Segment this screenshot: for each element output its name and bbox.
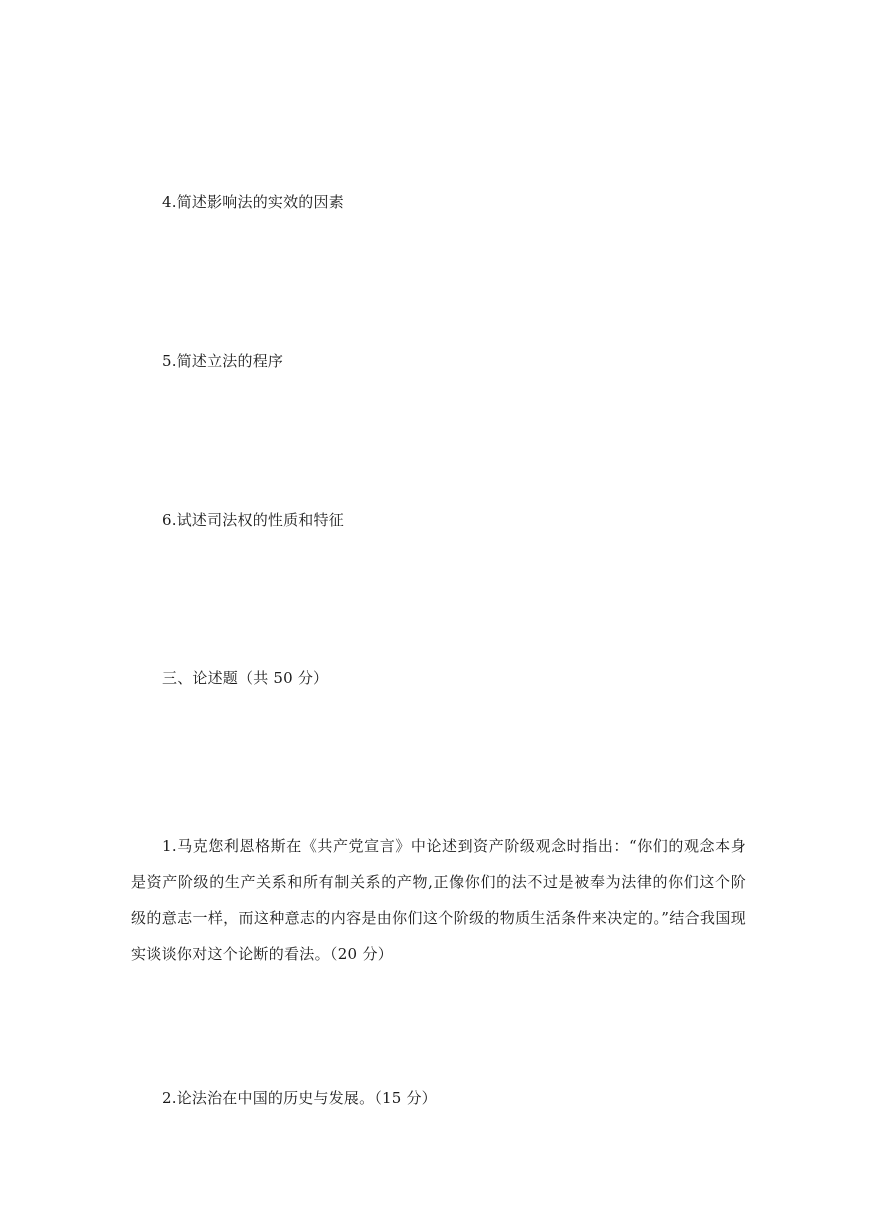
section-heading-essay: 三、论述题（共 50 分）	[162, 669, 329, 687]
question-5: 5.简述立法的程序	[162, 352, 284, 370]
question-4: 4.简述影响法的实效的因素	[162, 193, 344, 211]
question-6: 6.试述司法权的性质和特征	[162, 511, 344, 529]
essay-question-2: 2.论法治在中国的历史与发展。（15 分）	[162, 1089, 437, 1107]
essay-question-1: 1.马克您利恩格斯在《共产党宣言》中论述到资产阶级观念时指出：“你们的观念本身是资产阶级的生产关系和所有制关系的产物,正像你们的法不过是被奉为法律的你们这个阶级的意志一样，而这种意志的内容是由你们这个阶级的物质生活条件来决定的。”结合我国现实谈谈你对这个论断的看法。（20 分）	[131, 837, 746, 963]
